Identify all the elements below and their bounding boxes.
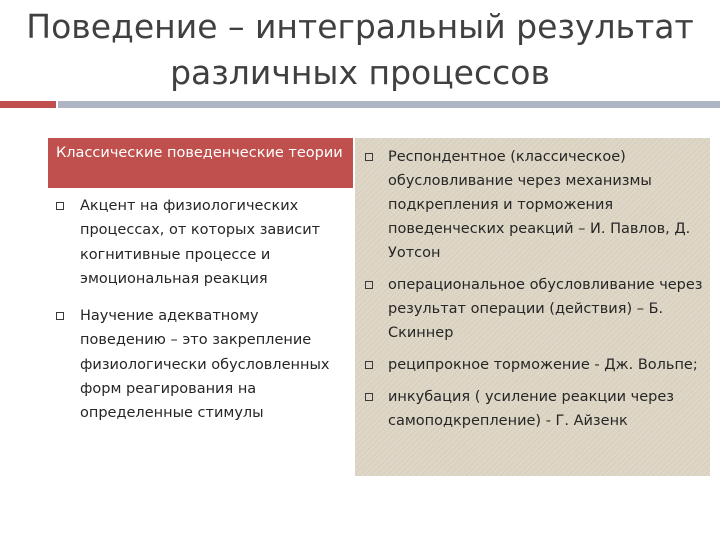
- list-item-text: реципрокное торможение - Дж. Вольпе;: [388, 357, 698, 373]
- square-bullet-icon: [365, 281, 373, 289]
- list-item: [355, 273, 710, 345]
- list-item: [48, 194, 348, 291]
- list-item: [355, 385, 710, 433]
- right-bullet-list: [355, 145, 710, 441]
- left-column-header: Классические поведенческие теории: [48, 138, 353, 188]
- list-item-text: Акцент на физиологических процессах, от которых зависит когнитивные процессе и эмоциональная реакция: [80, 198, 321, 287]
- title-accent-bar: [0, 101, 56, 108]
- list-item-text: инкубация ( усиление реакции через самоподкрепление) - Г. Айзенк: [388, 389, 674, 429]
- square-bullet-icon: [56, 202, 64, 210]
- left-bullet-list: [48, 194, 348, 439]
- square-bullet-icon: [365, 361, 373, 369]
- title-divider-bar: [58, 101, 720, 108]
- list-item: [355, 145, 710, 265]
- square-bullet-icon: [365, 393, 373, 401]
- list-item-text: Респондентное (классическое) обусловливание через механизмы подкрепления и торможения поведенческих реакций – И. Павлов, Д. Уотсон: [388, 149, 691, 261]
- square-bullet-icon: [365, 153, 373, 161]
- square-bullet-icon: [56, 312, 64, 320]
- list-item-text: Научение адекватному поведению – это закрепление физиологически обусловленных форм реагирования на определенные стимулы: [80, 308, 330, 422]
- list-item: [48, 304, 348, 425]
- list-item: [355, 353, 710, 377]
- slide-title: Поведение – интегральный результат различных процессов: [26, 7, 694, 92]
- list-item-text: операциональное обусловливание через результат операции (действия) – Б. Скиннер: [388, 277, 703, 341]
